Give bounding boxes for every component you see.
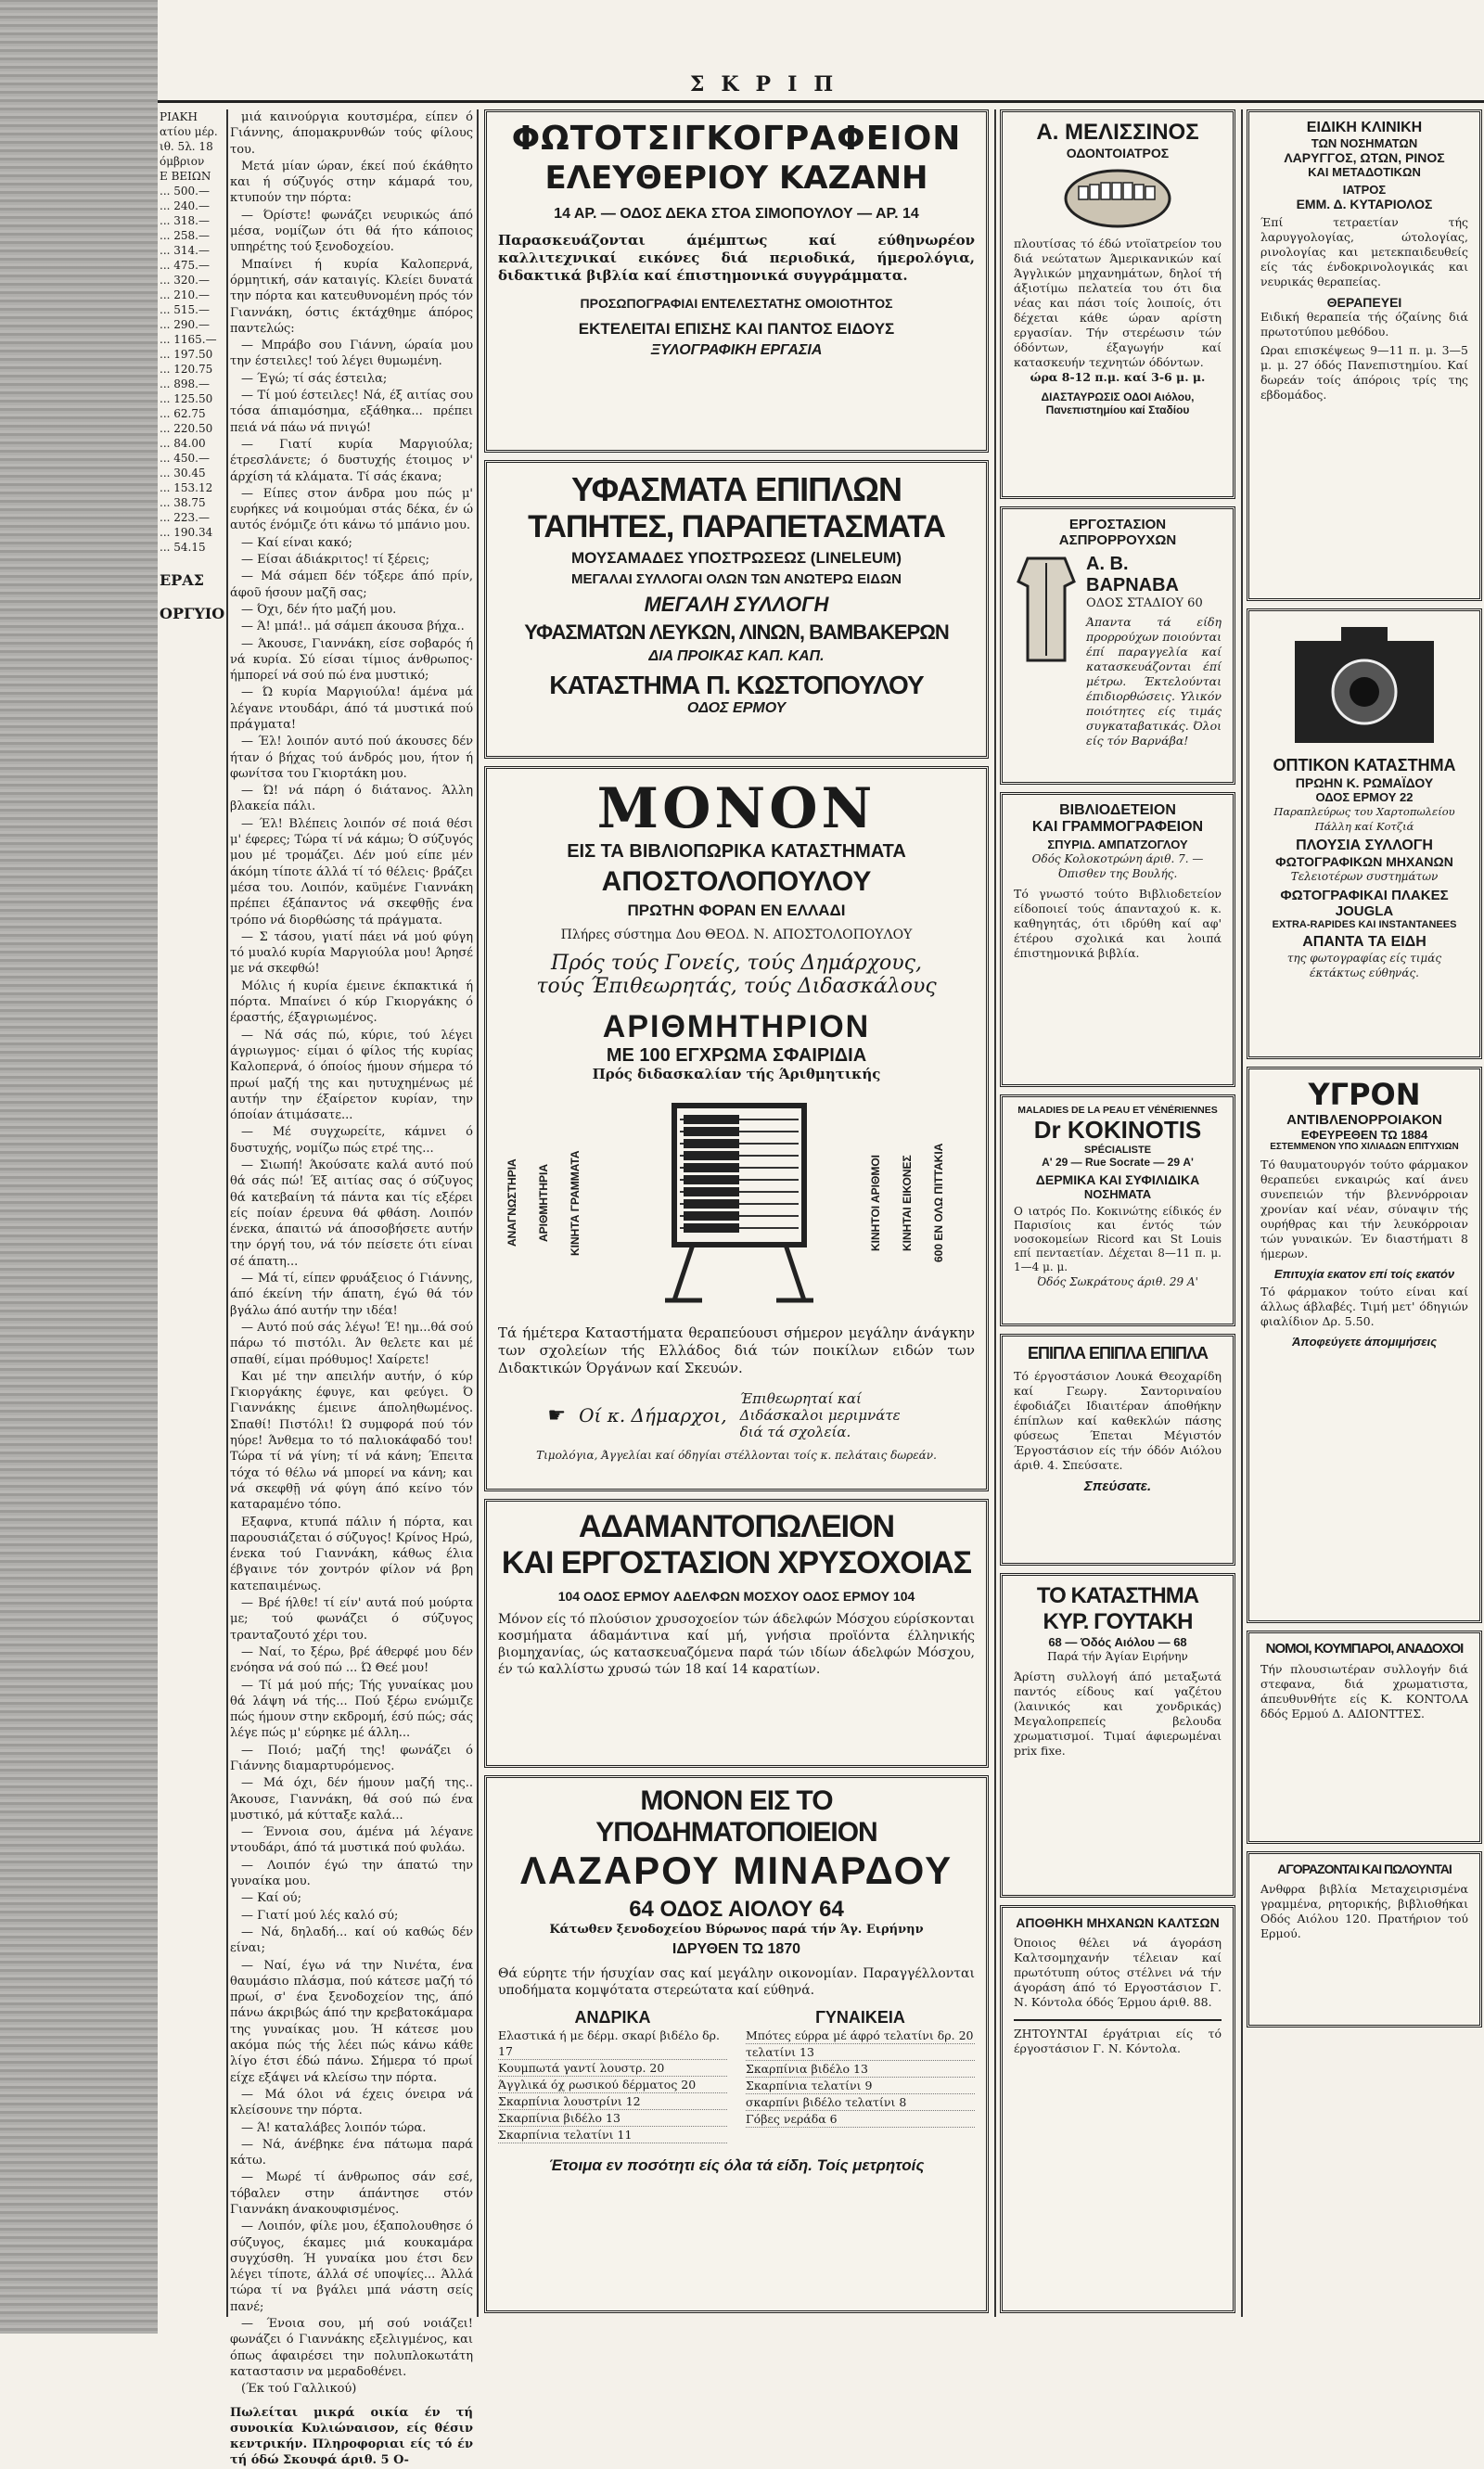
price-item: Κουμπωτά γαντί λουστρ. 20 xyxy=(498,2060,727,2077)
price-item: Σκαρπίνια λουστρίνι 12 xyxy=(498,2093,727,2110)
ad-footer-right: Έπιθεωρηταί καί Διδάσκαλοι μεριμνάτε διά τά σχολεία. xyxy=(739,1390,901,1440)
ad-used-books xyxy=(1247,1851,1482,2028)
ad-furnishing-fabrics xyxy=(484,460,989,759)
ad-address: Όδός Σωκράτους άριθ. 29 Α' xyxy=(1037,1275,1198,1288)
ad-line: Τελειοτέρων συστημάτων xyxy=(1290,870,1439,883)
ad-head: Επιτυχία εκατον επί τοίς εκατόν xyxy=(1273,1267,1455,1281)
ad-line: ΜΕΓΑΛΑΙ ΣΥΛΛΟΓΑΙ ΟΛΩΝ ΤΩΝ ΑΝΩΤΕΡΩ ΕΙΔΩΝ xyxy=(571,571,902,587)
column-rule xyxy=(994,109,996,2317)
story-paragraph: — Ένοια σου, μή σού νοιάζει! φωνάζει ό Γιαννάκης εξελιγμένος, και όπως άφαιρέσει την πολυπλοκωτάτη καταστασιν να μεραδοθένει. xyxy=(230,2317,473,2379)
ad-ent-clinic xyxy=(1247,109,1482,601)
story-paragraph: — Άκουσε, Γιαννάκη, είσε σοβαρός ή νά κυρία. Σύ είσαι τίμιος άνθρωπος· ήμπορεί νά σού πώ ένα μυστικό; xyxy=(230,636,473,684)
story-paragraph: — Έλ! Βλέπεις λοιπόν σέ ποιά θέσι μ' έφερες; Τώρα τί νά κάμω; Ό σύζυγός μου μέ τρομάζει. Δέν μού είπε μέν άκόμη τίποτε άλλά τί τό θέλεις· βράζει μέσα του. Λοιπόν, καϋμένε Γιαννάκη πρέπει έξάπαντος νά σκεφθῇς ένα τρόπο νά διορθώσης τά πράγματα. xyxy=(230,816,473,927)
ad-line: ΥΦΑΣΜΑΤΩΝ ΛΕΥΚΩΝ, ΛΙΝΩΝ, ΒΑΜΒΑΚΕΡΩΝ xyxy=(524,620,949,644)
story-paragraph: — Μά σάμεπ δέν τόξερε άπό πρίν, άφοῦ ήσουν μαζῆ σας; xyxy=(230,569,473,600)
story-paragraph: — Καί είναι κακό; xyxy=(241,535,352,550)
stub-line: όμβριον xyxy=(160,155,205,168)
ad-bookbindery xyxy=(1000,792,1235,1087)
price-item: Σκαρπίνια τελατίνι 11 xyxy=(498,2127,727,2143)
stub-line: ... 475.— xyxy=(160,259,210,272)
ad-line: της φωτογραφίας είς τιμάς έκτάκτως εύθηνάς. xyxy=(1286,952,1442,979)
ad-shoemaker xyxy=(484,1775,989,2313)
ad-title: ΕΣΤΕΜΜΕΝΟΝ ΥΠΟ ΧΙΛΙΑΔΩΝ ΕΠΙΤΥΧΙΩΝ xyxy=(1270,1142,1459,1152)
ad-body: Τά ήμέτερα Καταστήματα θεραπεύουσι σήμερον μεγάλην άνάγκην των σχολείων τής Ελλάδος διά τών ποικίλων ειδών των Διδακτικών Όργάνων καί Σκευών. xyxy=(498,1324,975,1376)
ad-title: ΛΑΖΑΡΟΥ ΜΙΝΑΡΔΟΥ xyxy=(519,1849,953,1892)
ad-title: ΕΡΓΟΣΤΑΣΙΟΝ ΑΣΠΡΟΡΡΟΥΧΩΝ xyxy=(1058,517,1177,548)
story-column xyxy=(230,109,473,2468)
ad-subtitle: ΠΡΩΤΗΝ ΦΟΡΑΝ ΕΝ ΕΛΛΑΔΙ xyxy=(627,902,846,919)
ad-subtitle: ΕΙΣ ΤΑ ΒΙΒΛΙΟΠΩΡΙΚΑ ΚΑΤΑΣΤΗΜΑΤΑ xyxy=(567,841,906,862)
stub-line: ... 62.75 xyxy=(160,407,206,420)
story-paragraph: — Όχι, δέν ήτο μαζή μου. xyxy=(241,602,397,617)
ad-subtitle: Πλήρες σύστημα Δου ΘΕΟΔ. Ν. ΑΠΟΣΤΟΛΟΠΟΥΛΟΥ xyxy=(560,927,913,942)
ad-script: τούς Έπιθεωρητάς, τούς Διδασκάλους xyxy=(536,975,937,998)
classified-notice: Πωλείται μικρά οικία έν τή συνοικία Κυλιώναισον, είς θέσιν κεντρικήν. Πληροφοριαι είς τό έν τή όδώ Σκουφά άριθ. 5 Ο- xyxy=(230,2405,473,2468)
ad-jewellery xyxy=(484,1499,989,1768)
ad-title: ΑΓΟΡΑΖΟΝΤΑΙ ΚΑΙ ΠΩΛΟΥΝΤΑΙ xyxy=(1277,1861,1452,1876)
ad-footer-left: Οί κ. Δήμαρχοι, xyxy=(579,1404,727,1426)
ad-head: MALADIES DE LA PEAU ET VÉNÉRIENNES xyxy=(1017,1105,1218,1116)
story-paragraph: — Μά όλοι νά έχεις όνειρα νά κλείσουνε την πόρτα. xyxy=(230,2087,473,2118)
ad-body: Όποιος θέλει νά άγοράση Καλτσομηχανήν τέλειαν καί πρωτότυπη ούτος στέλνει νά τήν άγοράση άπό τό Εργοστάσιον Γ. Ν. Κόντολα όδός Έρμου άριθ. 88. xyxy=(1014,1936,1222,2009)
ad-title: ΥΓΡΟΝ xyxy=(1308,1077,1421,1112)
ad-owner: Α. Β. ΒΑΡΝΑΒΑ xyxy=(1086,554,1179,595)
stub-line: ... 30.45 xyxy=(160,467,206,480)
ad-body: Τήν πλουσιωτέραν συλλογήν διά στεφανα, διά χρωματιστα, άπευθυνθήτε είς Κ. ΚΟΝΤΟΛΑ δδός Ερμού Δ. ΑΔΙΟΝΤΤΕΣ. xyxy=(1260,1662,1468,1721)
ad-abacus-sub: Πρός διδασκαλίαν τής Άριθμητικής xyxy=(592,1066,881,1082)
story-paragraph: — Ποιό; μαζή της! φωνάζει ό Γιάννης διαμαρτυρόμενος. xyxy=(230,1743,473,1773)
ad-abacus-sub: ΜΕ 100 ΕΓΧΡΩΜΑ ΣΦΑΙΡΙΔΙΑ xyxy=(606,1045,867,1066)
stub-line: ... 220.50 xyxy=(160,422,213,435)
ad-knitting-machines xyxy=(1000,1905,1235,2313)
story-paragraph: — Σιωπή! Άκούσατε καλά αυτό πού θά σάς πώ! Έξ αιτίας σας ό σύζυγος θά κατεβαίνη τά πάντα και τίς εξέρει είς ποίαν έρευνα θά φθάση. Λοιπόν ένεκα, άπαιτώ νά άποσοβήσετε αυτήν την όργή του, νά τόν πείσετε ότι είναι σέ άπατη... xyxy=(230,1158,473,1269)
story-paragraph: — Λοιπόν, φίλε μου, έξαπολουθησε ό σύζυγος, έκαμες μιά κουκαμάρα συγχύσθη. Ή γυναίκα μου έτσι δεν λέγει τίποτε, άλλά σέ υποψίες... Άλλά τώρα τί να βγάλει μπά νάστη σείς πανέ; xyxy=(230,2220,473,2314)
stub-line: ... 125.50 xyxy=(160,392,213,405)
stub-line: ... 258.— xyxy=(160,229,210,242)
story-paragraph: — Ναί, το ξέρω, βρέ άθερφέ μου δέν ενόησα νά σού πώ ... Ώ Θεέ μου! xyxy=(230,1644,473,1676)
ad-dentist xyxy=(1000,109,1235,499)
price-item: Σκαρπίνια τελατίνι 9 xyxy=(746,2078,975,2094)
ad-body: Τό θαυματουργόν τούτο φάρμακον θεραπεύει ενκαιρώς καί άνευ συνεπειών τήν βλεννόρροιαν χρονίαν καί νέαν, σύναψιν τής ουρήθρας και τήν λευκόρροιαν τών γυναικών. Έν διαστήματι 8 ήμερων. xyxy=(1260,1158,1468,1260)
price-list-title: ΓΥΝΑΙΚΕΙΑ xyxy=(815,2008,905,2027)
ad-title: ΤΑΠΗΤΕΣ, ΠΑΡΑΠΕΤΑΣΜΑΤΑ xyxy=(528,509,945,544)
story-paragraph: — Έλ! λοιπόν αυτό πού άκουσες δέν ήταν ό βήχας τού άνδρός μου, ήτον ή φωνίτσα του Γκιορτάκη μου. xyxy=(230,735,473,781)
garment-icon xyxy=(1014,554,1079,665)
story-paragraph: — Νά σάς πώ, κύριε, τού λέγει άγριωγμος· είμαι ό φίλος τής κυρίας Καλοπερνά, ό όποίος ήμουν σήμερα τό πρωί μαζή της και ηυτυχημένως μέ αυτήν την έξαίρετον κυρίαν, την όποίαν άτιμάσατε... xyxy=(230,1028,473,1123)
stub-line: ... 84.00 xyxy=(160,437,206,450)
ad-title: ΑΔΑΜΑΝΤΟΠΩΛΕΙΟΝ xyxy=(578,1509,895,1544)
ad-address: 64 ΟΔΟΣ ΑΙΟΛΟΥ 64 xyxy=(629,1897,844,1922)
stub-line: ... 320.— xyxy=(160,274,210,287)
price-item: Σκαρπίνια βιδέλο 13 xyxy=(746,2061,975,2078)
story-paragraph: (Έκ τού Γαλλικού) xyxy=(241,2382,357,2397)
ad-line: ΠΛΟΥΣΙΑ ΣΥΛΛΟΓΗ xyxy=(1296,838,1433,853)
ad-script: Πρός τούς Γονείς, τούς Δημάρχους, xyxy=(551,952,922,975)
story-paragraph: — Έννοια σου, άμένα μά λέγανε ντουδάρι, άπό τά μυστικά πού φυλάω. xyxy=(230,1825,473,1856)
story-paragraph: — Όρίστε! φωνάζει νευρικώς άπό μέσα, νομίζων ότι θά ήτο κάποιος υπηρέτης τού ξενοδοχείου. xyxy=(230,208,473,255)
top-rule xyxy=(158,100,1484,103)
ad-address: 104 ΟΔΟΣ ΕΡΜΟΥ ΑΔΕΛΦΩΝ ΜΟΣΧΟΥ ΟΔΟΣ ΕΡΜΟΥ 104 xyxy=(557,1589,915,1604)
ad-body: Παρασκευάζονται άμέμπτως καί εύθηνωρέον καλλιτεχνικαί εικόνες διά περιοδικά, ήμερολόγια, διδακτικά βιβλία καί έπιστημονικά συγγράμματα. xyxy=(498,232,975,284)
ad-body: Άπαντα τά είδη προρρούχων ποιούνται έπί παραγγελία καί κατασκευάζονται έπί μέτρω. Έκτελούνται έπιδιορθώσεις. Υλικόν ποιότητες είς τιμάς συγκαταβατικάς. Όλοι είς τόν Βαρνάβα! xyxy=(1086,615,1222,748)
story-paragraph: — Μπράβο σου Γιάννη, ώραία μου την έστειλες! τού λέγει θυμωμένη. xyxy=(230,339,473,369)
ad-cta: Άποφεύγετε άπομιμήσεις xyxy=(1291,1335,1438,1349)
ad-title: ΕΠΙΠΛΑ ΕΠΙΠΛΑ ΕΠΙΠΛΑ xyxy=(1027,1344,1209,1362)
ad-spec: SPÉCIALISTE xyxy=(1083,1145,1152,1156)
pointing-hand-icon: ☛ xyxy=(547,1403,567,1427)
story-paragraph: Μετά μίαν ώραν, έκεί πού έκάθητο και ή σύζυγός στην κάμαρά του, κτυπούν την πόρτα: xyxy=(230,159,473,206)
ad-doctor: ΕΜΜ. Δ. ΚΥΤΑΡΙΟΛΟΣ xyxy=(1296,197,1433,211)
ad-title: ΚΑΙ ΕΡΓΟΣΤΑΣΙΟΝ ΧΡΥΣΟΧΟΙΑΣ xyxy=(501,1545,972,1580)
ad-furniture xyxy=(1000,1334,1235,1566)
stub-line: ... 197.50 xyxy=(160,348,213,361)
ad-title: ΑΠΟΘΗΚΗ ΜΗΧΑΝΩΝ ΚΑΛΤΣΩΝ xyxy=(1016,1915,1220,1930)
ad-sub: Κάτωθεν ξενοδοχείου Βύρωνος παρά τήν Άγ. Ειρήνην xyxy=(549,1923,924,1937)
ad-body: Ο ιατρός Πο. Κοκινώτης είδικός έν Παρισίοις και έντός τών νοσοκομείων Ricord και St Louis επί πενταετίαν. Δέχεται 8—11 π. μ. 1—4 μ. μ. xyxy=(1014,1205,1222,1273)
ad-title: ΥΦΑΣΜΑΤΑ ΕΠΙΠΛΩΝ xyxy=(570,470,902,508)
story-paragraph: — Νά, δηλαδή... καί ού καθώς δέν είναι; xyxy=(230,1925,473,1956)
ad-line: ΦΩΤΟΓΡΑΦΙΚΑΙ ΠΛΑΚΕΣ xyxy=(1280,888,1449,903)
ad-hours: ώρα 8-12 π.μ. καί 3-6 μ. μ. xyxy=(1030,370,1206,384)
stub-line: ... 500.— xyxy=(160,185,210,198)
stub-line: ... 190.34 xyxy=(160,526,213,539)
story-paragraph: μιά καινούργια κουτσμέρα, είπεν ό Γιάννης, άπομακρυνθών τούς φίλους του. xyxy=(230,110,473,157)
ad-body: Τό έργοστάσιον Λουκά Θεοχαρίδη καί Γεωργ. Σαντοριναίου έφοδιάζει Ιδιαιτέραν άποθήκην έπίπλων καί καθεκλών πάσης φύσεως Έπεται Μέγιστόν Έργοστάσιον είς τήν όδόν Αιόλου άριθ. 4. Σπεύσατε. xyxy=(1014,1369,1222,1472)
abacus-illustration xyxy=(656,1096,823,1310)
ad-body: πλουτίσας τό έδώ ντοϊατρείον του διά νεώτατων Άμερικανικών καί Άγγλικών μηχανημάτων, δηλοί τή άξιοτίμω πελατεία του ότι δια νέας και πάσι τοίς λοιποίς, ότι δέχεται κάθε ώραν αρίστη εργασίαν. Τήν στερέωσιν τών όδόντων, έξαγωγήν καί κατασκευήν τεχνητών όδόντων. xyxy=(1014,237,1222,369)
story-paragraph: — Καί ού; xyxy=(241,1891,301,1906)
ad-text xyxy=(1086,554,1222,748)
stub-line: ΡΙΑΚΗ xyxy=(160,110,198,123)
stub-line: ... 318.— xyxy=(160,214,210,227)
story-paragraph: — Ώ! νά πάρη ό διάτανος. Άλλη βλακεία πάλι. xyxy=(230,784,473,814)
price-item: Ελαστικά ή με δέρμ. σκαρί βιδέλο δρ. 17 xyxy=(498,2028,727,2060)
story-paragraph: — Τί μά μού πής; Τής γυναίκας μου θά λάψη νά τής... Πού ξέρω ενώμιζε πώς ήμουν στην εκδρομή, έσύ πώς; σάς λέγε πώς μ' εύρηκε μέ άλλη... xyxy=(230,1678,473,1741)
ad-address: 14 ΑΡ. — ΟΔΟΣ ΔΕΚΑ ΣΤΟΑ ΣΙΜΟΠΟΥΛΟΥ — ΑΡ. 14 xyxy=(554,206,919,222)
story-paragraph: — Έγώ; τί σάς έστειλα; xyxy=(241,371,388,386)
side-caption: ΑΡΙΘΜΗΤΗΡΙΑ xyxy=(537,1164,550,1242)
story-paragraph: — Βρέ ήλθε! τί είν' αυτά πού μούρτα με; τού φωνάζει ό σύζυγος τρανταζουτό χέρι του. xyxy=(230,1596,473,1643)
ad-line: ΝΟΣΗΜΑΤΑ xyxy=(1083,1187,1152,1201)
ad-title: ΕΙΔΙΚΗ ΚΛΙΝΙΚΗ xyxy=(1306,120,1423,135)
stub-column xyxy=(160,109,224,2317)
ad-address: ΟΔΟΣ ΕΡΜΟΥ 22 xyxy=(1315,790,1414,804)
story-paragraph: — Μά τί, είπεν φρυάξειος ό Γιάννης, άπό έκείνη τήν άπατη, έγώ θά τόν βγάλω άπό αυτήν την ιδέα! xyxy=(230,1272,473,1318)
ad-owner: ΣΠΥΡΙΔ. ΑΜΠΑΤΖΟΓΛΟΥ xyxy=(1047,838,1188,851)
ad-title: ΚΑΙ ΓΡΑΜΜΟΓΡΑΦΕΙΟΝ xyxy=(1031,819,1204,835)
price-item: Σκαρπίνια βιδέλο 13 xyxy=(498,2110,727,2127)
ad-title: ΤΩΝ ΝΟΣΗΜΑΤΩΝ xyxy=(1311,136,1418,150)
column-rule xyxy=(1241,109,1243,2317)
ad-body: Τό γνωστό τούτο Βιβλιοδετείον είδοποιεί τούς άπανταχού κ. κ. καθηγητάς, ότι ιδρύθη καί αφ' έτέρου σχολικά και λοιπά έπιστημονικά βιβλία. xyxy=(1014,887,1222,960)
ad-line: ΕΚΤΕΛΕΙΤΑΙ ΕΠΙΣΗΣ ΚΑΙ ΠΑΝΤΟΣ ΕΙΔΟΥΣ xyxy=(578,320,895,338)
ad-title: ΝΟΜΟΙ, ΚΟΥΜΠΑΡΟΙ, ΑΝΑΔΟΧΟΙ xyxy=(1265,1641,1464,1657)
ad-owner: ΚΥΡ. ΓΟΥΤΑΚΗ xyxy=(1043,1609,1193,1634)
stub-line: ... 223.— xyxy=(160,511,210,524)
stub-line: ... 153.12 xyxy=(160,481,213,494)
ad-footer-small: Τιμολόγια, Άγγελίαι καί όδηγίαι στέλλονται τοίς κ. πελάταις δωρεάν. xyxy=(536,1449,937,1462)
ad-body: Άρίστη συλλογή άπό μεταξωτά παντός είδους καί γαζέτου (λαινικός και χονδρικάς) Μεγαλοπρεπείς βελουδα χρωματισμοί. Τιμαί άφιερωμέναι prix fixe. xyxy=(1014,1669,1222,1758)
ad-brand: JOUGLA xyxy=(1335,903,1394,919)
side-caption: ΚΙΝΗΤΑΙ ΕΙΚΟΝΕΣ xyxy=(901,1155,914,1251)
ad-body: Μόνον είς τό πλούσιον χρυσοχοείον τών άδελφών Μόσχου εύρίσκονται κοσμήματα άδαμάντινα καί μή, γνήσια προϊόντα έλληνικής βιομηχανίας, ώς κατασκευαζόμενα παρά τών ιδίων άδελφών Μόσχου, έν τώ καλλίστω χρυσώ τών 18 καί 14 καρατίων. xyxy=(498,1612,975,1677)
story-paragraph: — Ά! καταλάβες λοιπόν τώρα. xyxy=(241,2120,427,2135)
ad-section: ΘΕΡΑΠΕΥΕΙ xyxy=(1326,295,1402,310)
price-list-women xyxy=(746,2008,975,2143)
story-paragraph: Μόλις ή κυρία έμεινε έκπακτικά ή πόρτα. Μπαίνει ό κύρ Γκιοργάκης ό έραστής, έξαγριωμένος. xyxy=(230,979,473,1026)
price-item: Γόβες νεράδα 6 xyxy=(746,2111,975,2128)
stub-line: ... 1165.— xyxy=(160,333,217,346)
ad-bottom: Έτοιμα εν ποσότητι είς όλα τά είδη. Τοίς μετρητοίς xyxy=(548,2156,925,2174)
ad-title: ΜΟΝΟΝ xyxy=(596,776,876,841)
stub-line: ιθ. 5λ. 18 xyxy=(160,140,213,153)
ad-body: Έπί τετραετίαν τής λαρυγγολογίας, ώτολογίας, ρινολογίας και μετεκπαιδευθείς είς τάς ένδοκρινολογικάς και νευρικάς θεραπείας. xyxy=(1260,215,1468,288)
ad-title: ΟΠΤΙΚΟΝ ΚΑΤΑΣΤΗΜΑ xyxy=(1273,756,1456,774)
ad-line: EXTRA-RAPIDES KAI INSTANTANEES xyxy=(1272,919,1457,930)
ad-goutakis-store xyxy=(1000,1573,1235,1898)
story-paragraph: — Σ τάσου, γιατί πάει νά μού φύγη τό μυαλό κυρία Μαργιούλα μου! Άρησέ με νά σκεφθώ! xyxy=(230,929,473,977)
stub-section-label: ΟΡΓΥΙΟ xyxy=(160,605,225,622)
stub-line: ... 210.— xyxy=(160,288,210,301)
story-paragraph: Και μέ την απειλήν αυτήν, ό κύρ Γκιοργάκης έφυγε, και φεύγει. Ό Γιαννάκης έμεινε άποληθωμένος. Σπαθί! Πιστόλι! Ώ συμφορά πού τόν ηύρε! Άνθεμα το τό παλιοκάφαδό του! Τώρα τί νά γίνη; τί νά κάνη; Έπειτα τόχα τό θέλω νά μπορεί να κάνη; και νά σκεφθῇ νά φύγη άπό κείνο τόν καταραμένο τόπο. xyxy=(230,1369,473,1513)
column-rule xyxy=(226,109,228,2317)
ad-title: ΤΟ ΚΑΤΑΣΤΗΜΑ xyxy=(1036,1583,1199,1608)
price-item: Μπότες εύρρα μέ άφρό τελατίνι δρ. 20 xyxy=(746,2028,974,2042)
story-paragraph: — Ά! μπά!.. μά σάμεπ άκουσα βήχα.. xyxy=(241,620,465,634)
ad-founded: ΙΔΡΥΘΕΝ ΤΩ 1870 xyxy=(672,1941,801,1957)
ad-address: Α' 29 — Rue Socrate — 29 Α' xyxy=(1042,1156,1194,1169)
side-caption-right xyxy=(932,1106,969,1300)
stub-line: ... 120.75 xyxy=(160,363,213,376)
story-paragraph: — Γιατί κυρία Μαργιούλα; έτρεσλάνετε; ό δυστυχής έτοιμος ν' άρχίση τά κλάματα. Τί σάς έκανα; xyxy=(230,437,473,484)
teeth-icon xyxy=(1062,166,1173,231)
ad-title: ΕΦΕΥΡΕΘΕΝ ΤΩ 1884 xyxy=(1300,1128,1428,1142)
ad-school-supplies xyxy=(484,766,989,1491)
ad-footer: ΔΙΑΣΤΑΥΡΩΣΙΣ ΟΔΟΙ Αιόλου, Πανεπιστημίου καί Σταδίου xyxy=(1041,390,1195,416)
ad-linen-factory xyxy=(1000,506,1235,785)
price-list-men xyxy=(498,2008,727,2143)
side-caption: ΚΙΝΗΤΟΙ ΑΡΙΘΜΟΙ xyxy=(869,1155,882,1252)
ad-title: ΠΡΩΗΝ Κ. ΡΩΜΑΪΔΟΥ xyxy=(1295,775,1434,790)
ad-title: Dr KOKINOTIS xyxy=(1033,1116,1202,1144)
ad-line: ΔΕΡΜΙΚΑ ΚΑΙ ΣΥΦΙΛΙΔΙΚΑ xyxy=(1035,1172,1200,1187)
ad-address: ΟΔΟΣ ΣΤΑΔΙΟΥ 60 xyxy=(1086,596,1203,610)
ad-line: ΞΥΛΟΓΡΑΦΙΚΗ ΕΡΓΑΣΙΑ xyxy=(650,342,823,358)
stub-line: ατίου μέρ. xyxy=(160,125,218,138)
price-item: Άγγλικά όχ ρωσικού δέρματος 20 xyxy=(498,2077,727,2093)
ad-title: ΚΑΙ ΜΕΤΑΔΟΤΙΚΩΝ xyxy=(1308,165,1421,179)
story-paragraph: — Μά όχι, δέν ήμουν μαζή της.. Άκουσε, Γιαννάκη, θά σού πώ ένα μυστικό, μά κύτταξε καλά... xyxy=(230,1776,473,1823)
ad-abacus-title: ΑΡΙΘΜΗΤΗΡΙΟΝ xyxy=(602,1009,871,1044)
stub-line: ... 290.— xyxy=(160,318,210,331)
ad-content xyxy=(1014,554,1222,748)
stub-line: ... 38.75 xyxy=(160,496,206,509)
stub-line: ... 515.— xyxy=(160,303,210,316)
ad-line: ΜΕΓΑΛΗ ΣΥΛΛΟΓΗ xyxy=(644,593,829,616)
ad-title: ΜΟΝΟΝ ΕΙΣ ΤΟ ΥΠΟΔΗΜΑΤΟΠΟΙΕΙΟΝ xyxy=(595,1785,877,1848)
story-paragraph: — Γιατί μού λές καλό σύ; xyxy=(241,1908,399,1923)
column-rule xyxy=(477,109,479,2317)
masthead-title: ΣΚΡΙΠ xyxy=(689,72,851,96)
story-paragraph: — Είσαι άδιάκριτος! τί ξέρεις; xyxy=(241,553,430,568)
ad-address: 68 — Όδός Αιόλου — 68 xyxy=(1048,1635,1187,1649)
price-lists xyxy=(498,2008,975,2143)
ad-box: ΖΗΤΟΥΝΤΑΙ έργάτριαι είς τό έργοστάσιον Γ. Ν. Κόντολα. xyxy=(1014,2019,1222,2056)
stub-section-label: ΕΡΑΣ xyxy=(160,571,204,589)
price-item: τελατίνι 13 xyxy=(746,2044,975,2061)
story-paragraph: Μπαίνει ή κυρία Καλοπερνά, όρμητική, σάν καταιγίς. Κλείει δυνατά την πόρτα και κατευθυνομένη πρός τόν Γιαννάκη, όστις έκτάχθημε άπόρος παντελώς: xyxy=(230,257,473,336)
stub-line: ... 450.— xyxy=(160,452,210,465)
ad-sub: Παραπλεύρως του Χαρτοπωλείου Πάλλη καί Κοτζιά xyxy=(1273,805,1455,833)
ad-shop: ΚΑΤΑΣΤΗΜΑ Π. ΚΩΣΤΟΠΟΥΛΟΥ xyxy=(549,671,924,699)
ad-line: ΦΩΤΟΓΡΑΦΙΚΩΝ ΜΗΧΑΝΩΝ xyxy=(1275,854,1453,869)
abacus-figure-area xyxy=(498,1087,975,1319)
ad-title: ΑΝΤΙΒΛΕΝΟΡΡΟΙΑΚΟΝ xyxy=(1286,1112,1442,1128)
story-paragraph: — Ναί, έγω νά την Νινέτα, ένα θαυμάσιο πλάσμα, πού κάτεσε μαζή τό πρωί, σ' ένα ξενοδοχείον της, άπό πάνω άκριβώς άπό την κρεβατοκάμαρα της γυναίκας μου. Ή κάτεσε μου ακόμα πώς τής λέει πώς κάνω κάθε λίγο έτσι έδώ πάνω. Σήμερα τό πρωί είχε εξάψει νά κλείσω την πόρτα. xyxy=(230,1958,473,2085)
price-item: σκαρπίνι βιδέλο τελατίνι 8 xyxy=(746,2094,975,2111)
story-paragraph: — Νά, άνέβηκε ένα πάτωμα παρά κάτω. xyxy=(230,2137,473,2168)
price-list-title: ΑΝΔΡΙΚΑ xyxy=(574,2008,651,2027)
ad-line: ΑΠΑΝΤΑ ΤΑ ΕΙΔΗ xyxy=(1302,934,1426,950)
ad-owner: ΕΛΕΥΘΕΡΙΟΥ ΚΑΖΑΝΗ xyxy=(544,160,928,197)
story-paragraph: — Ώ κυρία Μαργιούλα! άμένα μά λέγανε ντουδάρι, άπό τά μυστικά πού πράγματα! xyxy=(230,685,473,732)
camera-icon xyxy=(1286,622,1443,752)
ad-body: Τό φάρμακον τούτο είναι καί άλλως άβλαβές. Τιμή μετ' όδηγιών φιαλίδιον Δρ. 5.50. xyxy=(1260,1285,1468,1328)
ad-body: Θά εύρητε τήν ήσυχίαν σας καί μεγάλην οικονομίαν. Παραγγέλλονται υποδήματα κομψότατα στερεώτατα καί εύθηνά. xyxy=(498,1966,975,1998)
ad-title: ΦΩΤΟΤΣΙΓΚΟΓΡΑΦΕΙΟΝ xyxy=(511,120,962,158)
ad-hours: Ωραι επισκέψεως 9—11 π. μ. 3—5 μ. μ. 27 όδός Πανεπιστημίου. Καί δωρεάν τοίς άπόροις τρίς της εβδομάδος. xyxy=(1260,343,1468,402)
ad-photoengraving xyxy=(484,109,989,453)
ad-address: Οδός Κολοκοτρώνη άριθ. 7. — Όπισθεν της Βουλής. xyxy=(1031,852,1204,880)
ad-body: Ανθφρα βιβλία Μεταχειρισμένα γραμμένα, ρητορικής, βιβλιοθήκαι Οδός Αιόλου 120. Πρατήριον τού Ερμού. xyxy=(1260,1882,1468,1940)
ad-line: ΜΟΥΣΑΜΑΔΕΣ ΥΠΟΣΤΡΩΣΕΩΣ (LINELEUM) xyxy=(570,549,902,567)
ad-optical-store xyxy=(1247,608,1482,1059)
story-paragraph: — Αυτό πού σάς λέγω! Έ! ημ...θά σού πάρω τό πιστόλι. Άν θελετε και μέ σπαθί, είμαι πρόθυμος! Χαίρετε! xyxy=(230,1320,473,1367)
ad-ygron-remedy xyxy=(1247,1067,1482,1623)
side-caption: ΚΙΝΗΤΑ ΓΡΑΜΜΑΤΑ xyxy=(569,1150,582,1256)
ad-doctor-label: ΙΑΤΡΟΣ xyxy=(1342,183,1387,197)
ad-dr-kokinotis xyxy=(1000,1094,1235,1326)
ad-sub: Παρά τήν Άγίαν Ειρήνην xyxy=(1047,1650,1188,1663)
stub-line: ... 240.— xyxy=(160,199,210,212)
stub-line: ... 54.15 xyxy=(160,541,206,554)
scan-edge-shadow xyxy=(0,0,158,2334)
story-paragraph: — Λοιπόν έγώ την άπατώ την γυναίκα μου. xyxy=(230,1858,473,1889)
ad-title: Α. ΜΕΛΙΣΣΙΝΟΣ xyxy=(1036,120,1199,145)
ad-body: Ειδική θεραπεία τής όζαίνης διά πρωτοτύπου μεθόδου. xyxy=(1260,310,1468,339)
ad-cta: Σπεύσατε. xyxy=(1083,1478,1152,1494)
ad-street: ΟΔΟΣ ΕΡΜΟΥ xyxy=(686,700,787,716)
ad-sub: ΟΔΟΝΤΟΙΑΤΡΟΣ xyxy=(1066,146,1170,160)
ad-subtitle: ΑΠΟΣΤΟΛΟΠΟΥΛΟΥ xyxy=(601,866,872,897)
ad-footer xyxy=(498,1390,975,1440)
story-paragraph: — Τί μού έστειλες! Νά, έξ αιτίας σου τόσα άπιαμόσημα, εξάθηκα... πρέπει πειά νά πάω νά πνιγώ! xyxy=(230,389,473,435)
story-paragraph: — Μέ συγχωρείτε, κάμνει ό δυστυχής, νομίζω πώς ετρέ της... xyxy=(230,1125,473,1156)
ad-line: ΠΡΟΣΩΠΟΓΡΑΦΙΑΙ ΕΝΤΕΛΕΣΤΑΤΗΣ ΟΜΟΙΟΤΗΤΟΣ xyxy=(580,296,893,311)
side-caption: ΑΝΑΓΝΩΣΤΗΡΙΑ xyxy=(505,1158,518,1247)
ad-line: ΔΙΑ ΠΡΟΙΚΑΣ ΚΑΠ. ΚΑΠ. xyxy=(648,648,825,664)
ad-title: ΒΙΒΛΙΟΔΕΤΕΙΟΝ xyxy=(1059,802,1176,818)
side-caption-left xyxy=(569,1106,606,1300)
ad-title: ΛΑΡΥΓΓΟΣ, ΩΤΩΝ, ΡΙΝΟΣ xyxy=(1284,150,1445,165)
story-paragraph: — Είπες στον άνδρα μου πώς μ' ευρήκες νά κοιμούμαι στάς δέκα, έν ώ αυτός ένόμιζε ότι κάνω τό μπάνιο μου. xyxy=(230,486,473,533)
stub-line: Ε ΒΕΙΩΝ xyxy=(160,170,211,183)
story-paragraph: — Μωρέ τί άνθρωπος σάν εσέ, τόβαλεν στην άπάντησε στόν Γιαννάκη άνακουφισμένος. xyxy=(230,2170,473,2217)
ad-wedding-goods xyxy=(1247,1631,1482,1844)
side-caption: 600 ΕΝ ΟΛΩ ΠΙΤΤΑΚΙΑ xyxy=(932,1143,945,1263)
stub-line: ... 314.— xyxy=(160,244,210,257)
stub-line: ... 898.— xyxy=(160,377,210,390)
story-paragraph: Εξαφνα, κτυπά πάλιν ή πόρτα, και παρουσιάζεται ό σύζυγος! Κρίνος Ηρώ, ένεκα τού Γιαννάκη, κάθως έλια έβγαινε τόν χοντρόν φίλον νά βρη κατεπαιμένως. xyxy=(230,1515,473,1593)
